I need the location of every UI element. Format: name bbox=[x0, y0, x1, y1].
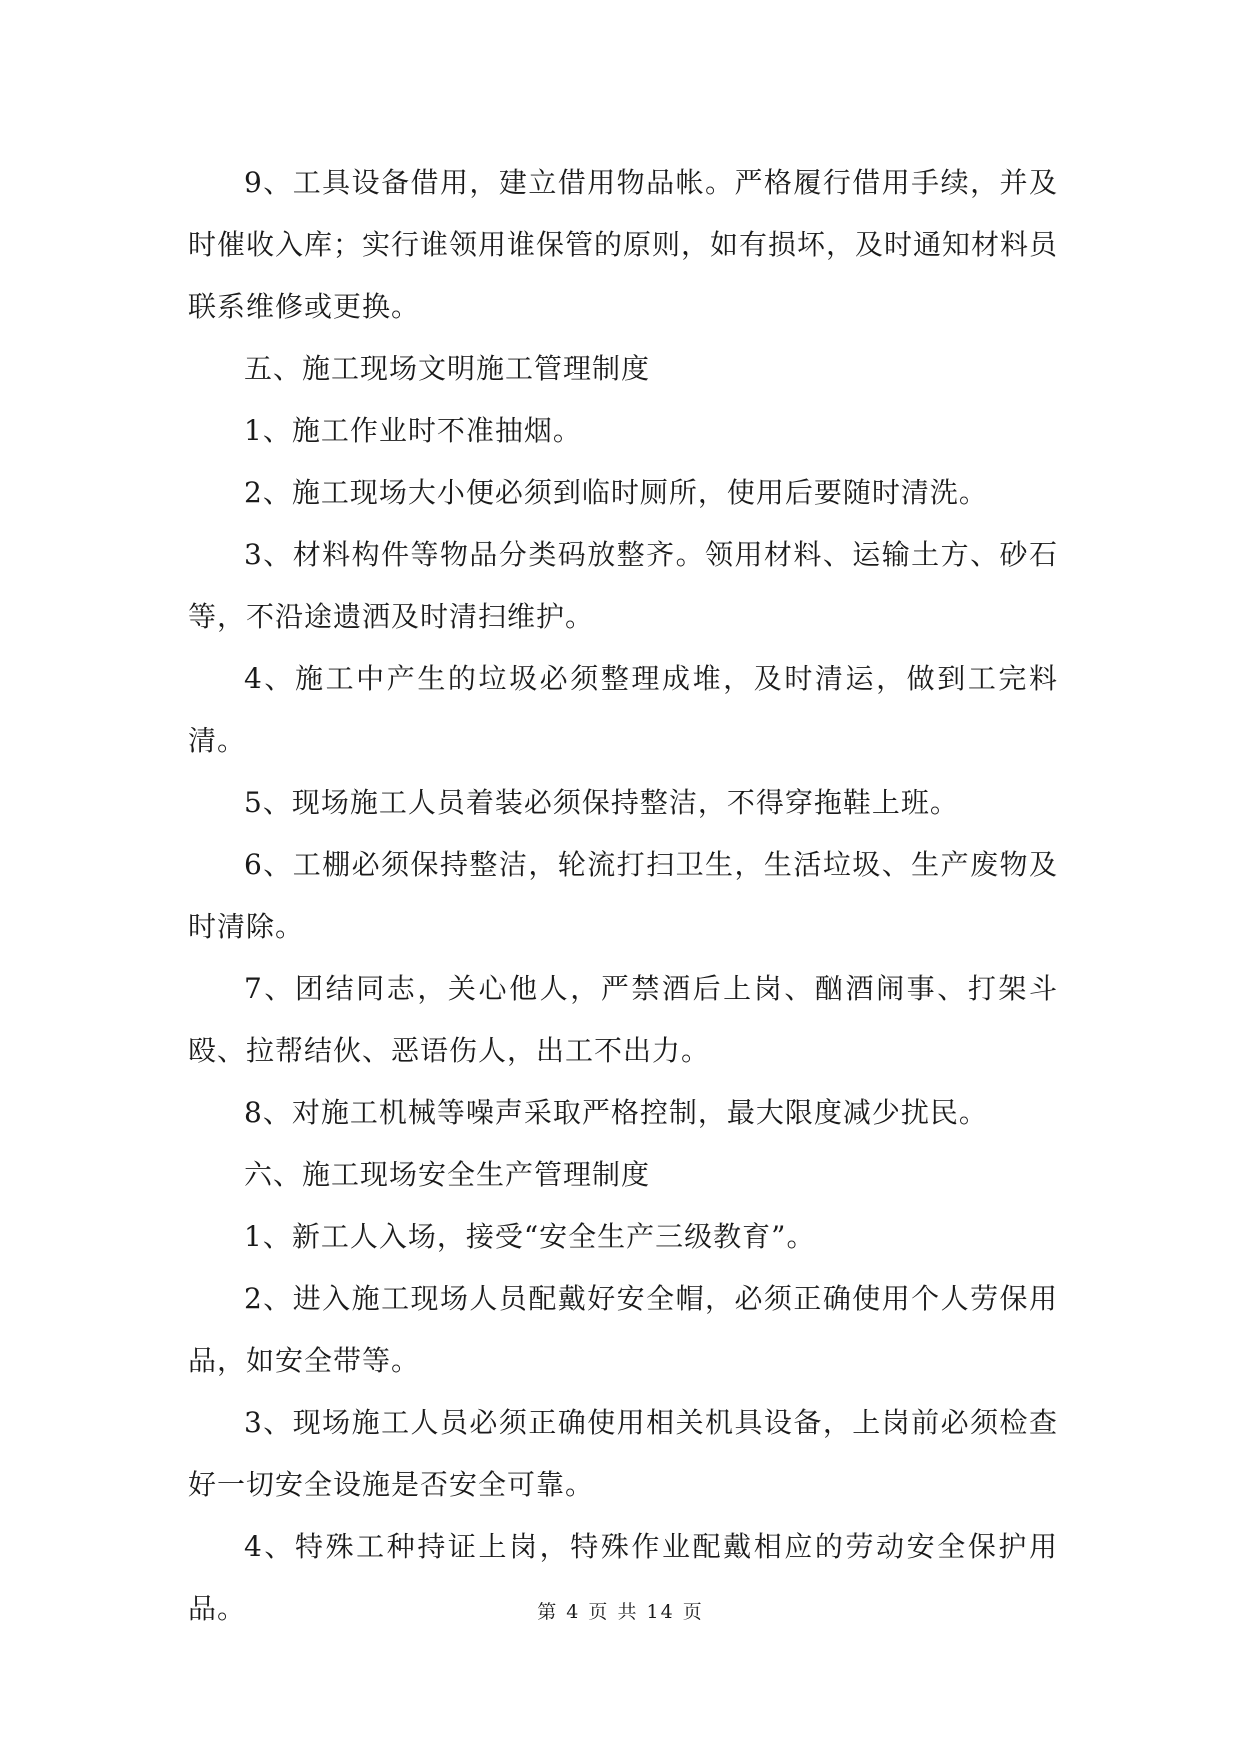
paragraph-waste-clearing: 4、施工中产生的垃圾必须整理成堆，及时清运，做到工完料清。 bbox=[188, 662, 1058, 757]
page-number-footer: 第 4 页 共 14 页 bbox=[537, 1601, 704, 1623]
paragraph-equipment-check: 3、现场施工人员必须正确使用相关机具设备，上岗前必须检查好一切安全设施是否安全可靠。 bbox=[188, 1406, 1058, 1501]
paragraph-shed-hygiene: 6、工棚必须保持整洁，轮流打扫卫生，生活垃圾、生产废物及时清除。 bbox=[188, 848, 1058, 943]
paragraph-tool-borrowing: 9、工具设备借用，建立借用物品帐。严格履行借用手续，并及时催收入库；实行谁领用谁保管的原则，如有损坏，及时通知材料员联系维修或更换。 bbox=[188, 166, 1059, 323]
paragraph-toilet-rule: 2、施工现场大小便必须到临时厕所，使用后要随时清洗。 bbox=[244, 476, 988, 509]
section-heading-civilized-construction: 五、施工现场文明施工管理制度 bbox=[244, 352, 651, 385]
paragraph-conduct: 7、团结同志，关心他人，严禁酒后上岗、酗酒闹事、打架斗殴、拉帮结伙、恶语伤人，出工不出力。 bbox=[188, 972, 1058, 1067]
paragraph-no-smoking: 1、施工作业时不准抽烟。 bbox=[244, 414, 582, 447]
paragraph-noise-control: 8、对施工机械等噪声采取严格控制，最大限度减少扰民。 bbox=[244, 1096, 988, 1129]
document-body bbox=[188, 152, 1058, 1640]
paragraph-dress-code: 5、现场施工人员着装必须保持整洁，不得穿拖鞋上班。 bbox=[244, 786, 959, 819]
paragraph-special-work: 4、特殊工种持证上岗，特殊作业配戴相应的劳动安全保护用品。 bbox=[188, 1530, 1058, 1625]
paragraph-safety-helmet: 2、进入施工现场人员配戴好安全帽，必须正确使用个人劳保用品，如安全带等。 bbox=[188, 1282, 1058, 1377]
section-heading-safety-production: 六、施工现场安全生产管理制度 bbox=[244, 1158, 651, 1191]
paragraph-safety-education: 1、新工人入场，接受“安全生产三级教育”。 bbox=[244, 1220, 816, 1253]
paragraph-material-stacking: 3、材料构件等物品分类码放整齐。领用材料、运输土方、砂石等，不沿途遗洒及时清扫维护。 bbox=[188, 538, 1058, 633]
